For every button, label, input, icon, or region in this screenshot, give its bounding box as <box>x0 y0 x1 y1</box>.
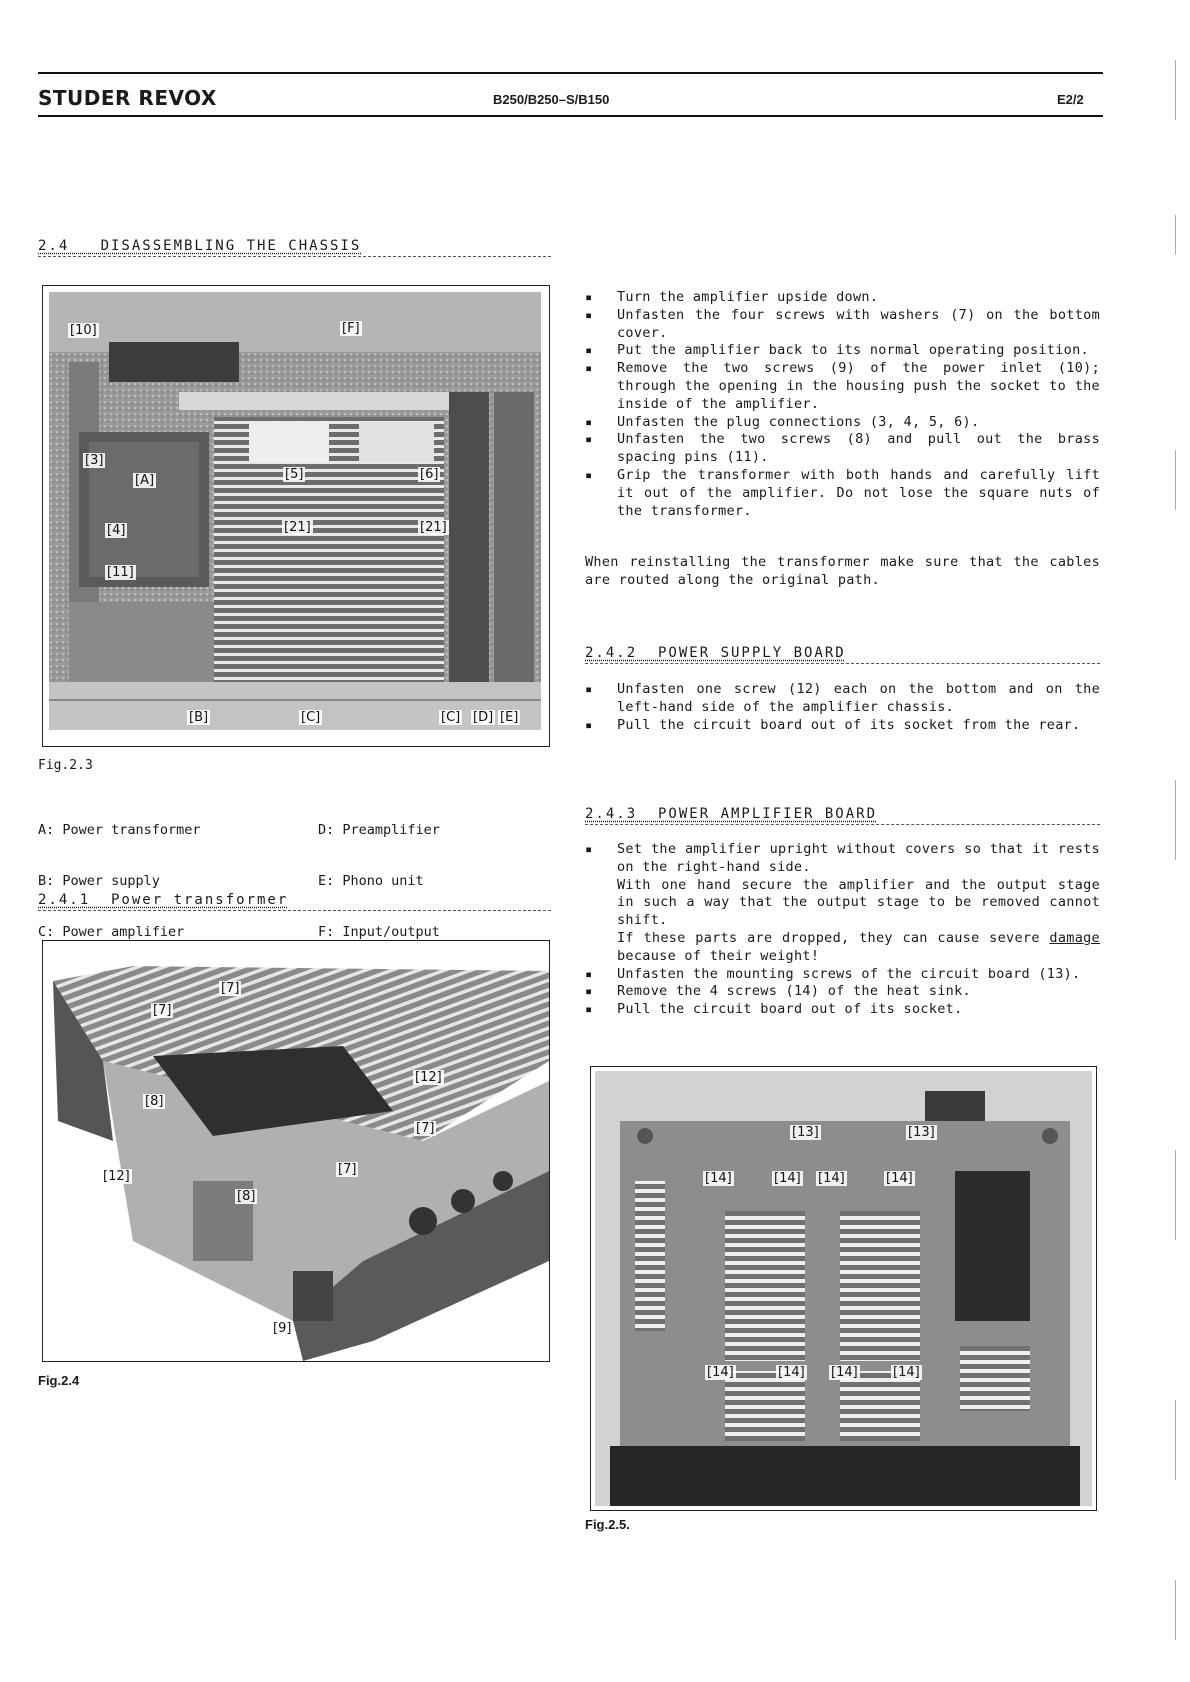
callout-label: [13] <box>908 1125 935 1140</box>
callout-label: [9] <box>273 1321 292 1336</box>
callout-label: [14] <box>818 1171 845 1186</box>
fig-2-3-legend-left <box>38 788 201 958</box>
margin-mark <box>1175 1580 1176 1640</box>
callout-label: [21] <box>420 520 447 535</box>
callout-label: [14] <box>893 1365 920 1380</box>
list-item: ▪ Unfasten the plug connections (3, 4, 5, 6). <box>585 414 1100 432</box>
list-item: ▪ Put the amplifier back to its normal operating position. <box>585 342 1100 360</box>
callout-label: [14] <box>707 1365 734 1380</box>
subsection-heading-rule <box>585 663 1100 664</box>
legend-item: A: Power transformer <box>38 822 201 838</box>
legend-item: B: Power supply <box>38 873 160 889</box>
brand-logo: STUDER REVOX <box>38 86 217 110</box>
list-item: ▪ Pull the circuit board out of its socket. <box>585 1001 1100 1019</box>
page-number: E2/2 <box>1057 92 1084 107</box>
callout-label: [5] <box>285 467 304 482</box>
fig-2-4-caption: Fig.2.4 <box>38 1373 80 1388</box>
fig-2-5-photo <box>595 1071 1092 1506</box>
subsection-heading-rule <box>585 824 1100 825</box>
margin-mark <box>1175 60 1176 120</box>
header-top-rule <box>38 72 1103 74</box>
list-item: ▪ Unfasten the mounting screws of the circuit board (13). <box>585 966 1100 984</box>
subsection-heading-rule <box>38 910 551 911</box>
fig-2-3-caption: Fig.2.3 <box>38 758 93 773</box>
subsection-heading-2-4-1: 2.4.1 Power transformer <box>38 892 289 908</box>
list-item: ▪ Pull the circuit board out of its socket from the rear. <box>585 717 1100 735</box>
list-item <box>585 841 1100 966</box>
callout-label: [D] <box>473 710 494 725</box>
fig-2-3-frame <box>42 285 550 747</box>
power-amplifier-steps-list <box>585 841 1100 1019</box>
callout-label: [3] <box>85 453 104 468</box>
legend-item: E: Phono unit <box>318 873 424 889</box>
callout-label: [C] <box>441 710 461 725</box>
callout-label: [13] <box>792 1125 819 1140</box>
callout-label: [7] <box>338 1162 357 1177</box>
section-heading: 2.4 DISASSEMBLING THE CHASSIS <box>38 238 362 254</box>
fig-2-3-photo <box>49 292 541 730</box>
callout-label: [B] <box>189 710 209 725</box>
callout-label: [10] <box>70 323 97 338</box>
callout-label: [12] <box>415 1070 442 1085</box>
margin-mark <box>1175 450 1176 510</box>
margin-mark <box>1175 1150 1176 1240</box>
callout-label: [7] <box>416 1121 435 1136</box>
legend-item: D: Preamplifier <box>318 822 440 838</box>
subsection-heading-2-4-2: 2.4.2 POWER SUPPLY BOARD <box>585 645 846 661</box>
list-item: ▪ Remove the two screws (9) of the power inlet (10); through the opening in the housing push the socket to the inside of the amplifier. <box>585 360 1100 413</box>
callout-label: [8] <box>237 1189 256 1204</box>
warning-text: If these parts are dropped, they can cause severe <box>617 929 1040 946</box>
callout-label: [14] <box>886 1171 913 1186</box>
fig-2-5-caption: Fig.2.5. <box>585 1517 630 1532</box>
callout-label: [7] <box>221 981 240 996</box>
callout-label: [7] <box>153 1003 172 1018</box>
list-item: ▪ Grip the transformer with both hands and carefully lift it out of the amplifier. Do not lose the square nuts of the transformer. <box>585 467 1100 520</box>
step-text: Set the amplifier upright without covers so that it rests on the right-hand side. <box>617 841 1100 875</box>
section-heading-rule <box>38 256 551 257</box>
legend-item: F: Input/output <box>318 924 440 940</box>
margin-mark <box>1175 780 1176 860</box>
callout-label: [14] <box>778 1365 805 1380</box>
callout-label: [14] <box>705 1171 732 1186</box>
list-item: ▪ Unfasten one screw (12) each on the bottom and on the left-hand side of the amplifier chassis. <box>585 681 1100 717</box>
margin-mark <box>1175 1400 1176 1480</box>
callout-label: [E] <box>500 710 519 725</box>
fig-2-3-legend-right <box>318 788 440 958</box>
callout-label: [6] <box>420 467 439 482</box>
step-text: With one hand secure the amplifier and the output stage in such a way that the output stage to be removed cannot shift. <box>617 876 1100 929</box>
warning-emphasis: damage <box>1049 929 1100 946</box>
callout-label: [12] <box>103 1169 130 1184</box>
list-item: ▪ Unfasten the four screws with washers (7) on the bottom cover. <box>585 307 1100 343</box>
callout-label: [11] <box>107 565 134 580</box>
reinstall-note: When reinstalling the transformer make sure that the cables are routed along the original path. <box>585 554 1100 588</box>
list-item: ▪ Remove the 4 screws (14) of the heat sink. <box>585 983 1100 1001</box>
warning-text: because of their weight! <box>617 947 820 964</box>
callout-label: [14] <box>774 1171 801 1186</box>
margin-mark <box>1175 215 1176 255</box>
callout-label: [C] <box>301 710 321 725</box>
callout-label: [F] <box>342 321 360 336</box>
model-number: B250/B250–S/B150 <box>493 92 610 107</box>
power-supply-steps-list <box>585 681 1100 734</box>
fig-2-5-frame <box>590 1066 1097 1511</box>
list-item: ▪ Unfasten the two screws (8) and pull out the brass spacing pins (11). <box>585 431 1100 467</box>
subsection-heading-2-4-3: 2.4.3 POWER AMPLIFIER BOARD <box>585 806 878 822</box>
callout-label: [A] <box>135 473 155 488</box>
list-item: ▪ Turn the amplifier upside down. <box>585 289 1100 307</box>
fig-2-4-photo <box>43 941 549 1361</box>
header-bottom-rule <box>38 115 1103 117</box>
disassembly-steps-list <box>585 289 1100 520</box>
fig-2-4-frame <box>42 940 550 1362</box>
callout-label: [8] <box>145 1094 164 1109</box>
legend-item: C: Power amplifier <box>38 924 185 940</box>
callout-label: [4] <box>107 523 126 538</box>
callout-label: [14] <box>831 1365 858 1380</box>
callout-label: [21] <box>284 520 311 535</box>
